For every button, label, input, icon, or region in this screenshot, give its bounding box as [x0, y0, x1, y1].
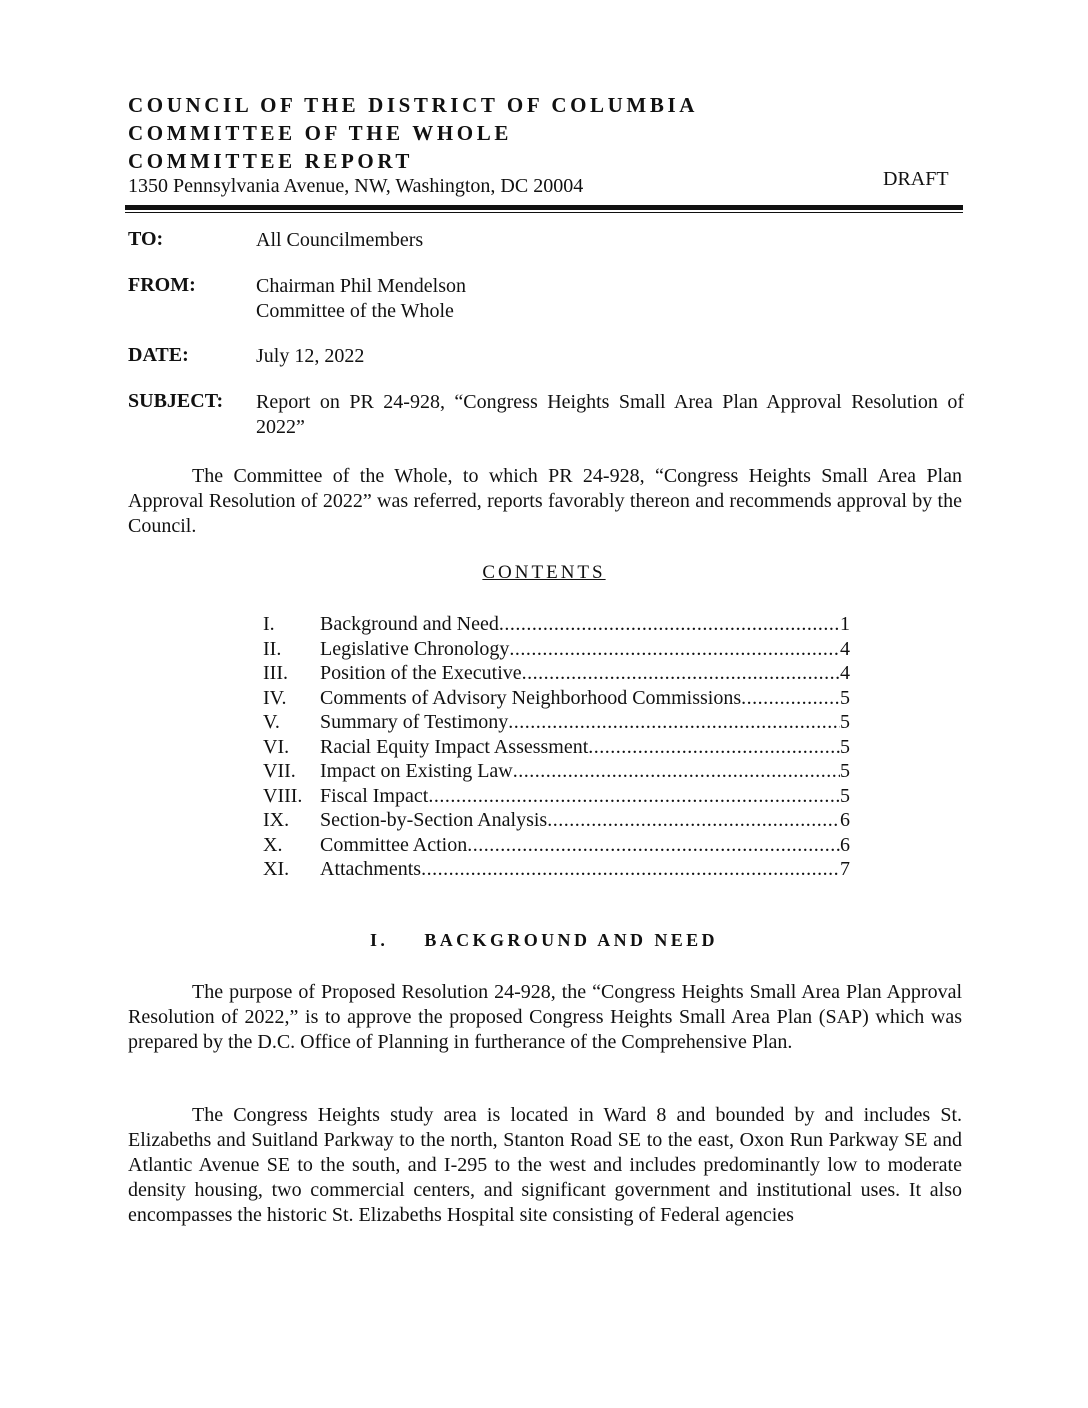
toc-row	[263, 710, 851, 735]
toc-leader-dots	[522, 661, 840, 686]
toc-title: Fiscal Impact	[320, 784, 429, 807]
contents-title-text: CONTENTS	[482, 562, 606, 583]
memo-to-label: TO:	[128, 228, 164, 250]
toc-page-number: 5	[840, 735, 850, 758]
toc-page-number: 5	[840, 784, 850, 807]
toc-title: Summary of Testimony	[320, 711, 509, 733]
toc-number: VIII.	[263, 784, 303, 807]
intro-paragraph: The Committee of the Whole, to which PR 24-928, “Congress Heights Small Area Plan Approval Resolution of 2022” was referred, reports favorably thereon and recommends approval by the Council.	[128, 465, 962, 537]
toc-title: Section-by-Section Analysis	[320, 809, 548, 831]
memo-from-label: FROM:	[128, 274, 196, 296]
toc-number: VI.	[263, 735, 290, 758]
toc-entry	[320, 637, 850, 662]
toc-page-number: 7	[840, 858, 850, 880]
toc-title: Attachments	[320, 858, 422, 880]
toc-entry	[320, 833, 850, 858]
toc-row	[263, 612, 851, 637]
toc-number: XI.	[263, 858, 290, 880]
toc-row	[263, 759, 851, 784]
toc-leader-dots	[499, 612, 840, 637]
header-address: 1350 Pennsylvania Avenue, NW, Washington, DC 20004	[128, 175, 584, 197]
contents-title	[0, 562, 1088, 584]
toc-entry	[320, 808, 850, 833]
toc-entry	[320, 735, 850, 760]
memo-date-label: DATE:	[128, 344, 189, 366]
memo-from-line1: Chairman Phil Mendelson	[256, 275, 466, 297]
toc-page-number: 5	[840, 760, 850, 782]
toc-page-number: 4	[840, 662, 850, 684]
section-heading	[0, 930, 1088, 951]
toc-entry	[320, 686, 850, 711]
memo-subject-value: Report on PR 24-928, “Congress Heights Small Area Plan Approval Resolution of 2022”	[256, 391, 964, 438]
toc-entry	[320, 784, 850, 809]
toc-entry	[320, 661, 850, 686]
section-number: I.	[370, 930, 389, 950]
toc-row	[263, 735, 851, 760]
toc-title: Impact on Existing Law	[320, 760, 513, 782]
toc-page-number: 5	[840, 686, 850, 709]
toc-title: Legislative Chronology	[320, 637, 510, 660]
toc-row	[263, 833, 851, 858]
toc-number: III.	[263, 662, 288, 684]
toc-number: IV.	[263, 686, 287, 709]
header-rule-thin	[125, 212, 963, 213]
toc-title: Comments of Advisory Neighborhood Commissions	[320, 686, 742, 709]
toc-page-number: 6	[840, 833, 850, 856]
toc-number: II.	[263, 637, 282, 660]
toc-leader-dots	[467, 833, 840, 858]
section-paragraph-2: The Congress Heights study area is located in Ward 8 and bounded by and includes St. Elizabeths and Suitland Parkway to the north, Stanton Road SE to the east, Oxon Run Parkway SE and Atlantic Avenue SE to the south, and I-295 to the west and includes predominantly low to moderate density housing, two commercial centers, and significant government and institutional uses. It also encompasses the historic St. Elizabeths Hospital site consisting of Federal agencies	[128, 1104, 962, 1226]
toc-leader-dots	[513, 759, 840, 784]
toc-number: IX.	[263, 809, 290, 831]
toc-leader-dots	[547, 808, 840, 833]
toc-row	[263, 661, 851, 686]
toc-page-number: 4	[840, 637, 850, 660]
toc-title: Background and Need	[320, 613, 499, 635]
toc-title: Racial Equity Impact Assessment	[320, 735, 589, 758]
draft-label: DRAFT	[883, 168, 949, 190]
toc-row	[263, 784, 851, 809]
toc-page-number: 5	[840, 711, 850, 733]
toc-entry	[320, 759, 850, 784]
section-title: BACKGROUND AND NEED	[424, 930, 718, 950]
memo-to-value: All Councilmembers	[256, 229, 424, 251]
toc-leader-dots	[421, 857, 840, 882]
header-report-type: COMMITTEE REPORT	[128, 149, 413, 173]
toc-page-number: 6	[840, 809, 850, 831]
toc-number: X.	[263, 833, 283, 856]
toc-title: Committee Action	[320, 833, 468, 856]
toc-entry	[320, 612, 850, 637]
toc-entry	[320, 857, 850, 882]
toc-row	[263, 857, 851, 882]
toc-title: Position of the Executive	[320, 662, 522, 684]
toc-number: I.	[263, 613, 275, 635]
toc-leader-dots	[588, 735, 840, 760]
toc-row	[263, 686, 851, 711]
header-council-name: COUNCIL OF THE DISTRICT OF COLUMBIA	[128, 93, 698, 117]
toc-entry	[320, 710, 850, 735]
memo-subject-label: SUBJECT:	[128, 390, 224, 412]
toc-leader-dots	[509, 637, 840, 662]
toc-row	[263, 637, 851, 662]
toc-leader-dots	[508, 710, 840, 735]
header-committee-name: COMMITTEE OF THE WHOLE	[128, 121, 512, 145]
memo-date-value: July 12, 2022	[256, 345, 365, 367]
toc-leader-dots	[741, 686, 840, 711]
section-paragraph-1: The purpose of Proposed Resolution 24-928, the “Congress Heights Small Area Plan Approval Resolution of 2022,” is to approve the proposed Congress Heights Small Area Plan (SAP) which was prepared by the D.C. Office of Planning in furtherance of the Comprehensive Plan.	[128, 981, 962, 1053]
memo-from-line2: Committee of the Whole	[256, 300, 454, 322]
toc-number: V.	[263, 711, 280, 733]
header-rule-thick	[125, 205, 963, 210]
toc-page-number: 1	[840, 613, 850, 635]
toc-number: VII.	[263, 760, 296, 782]
table-of-contents	[263, 612, 851, 882]
toc-row	[263, 808, 851, 833]
toc-leader-dots	[428, 784, 840, 809]
